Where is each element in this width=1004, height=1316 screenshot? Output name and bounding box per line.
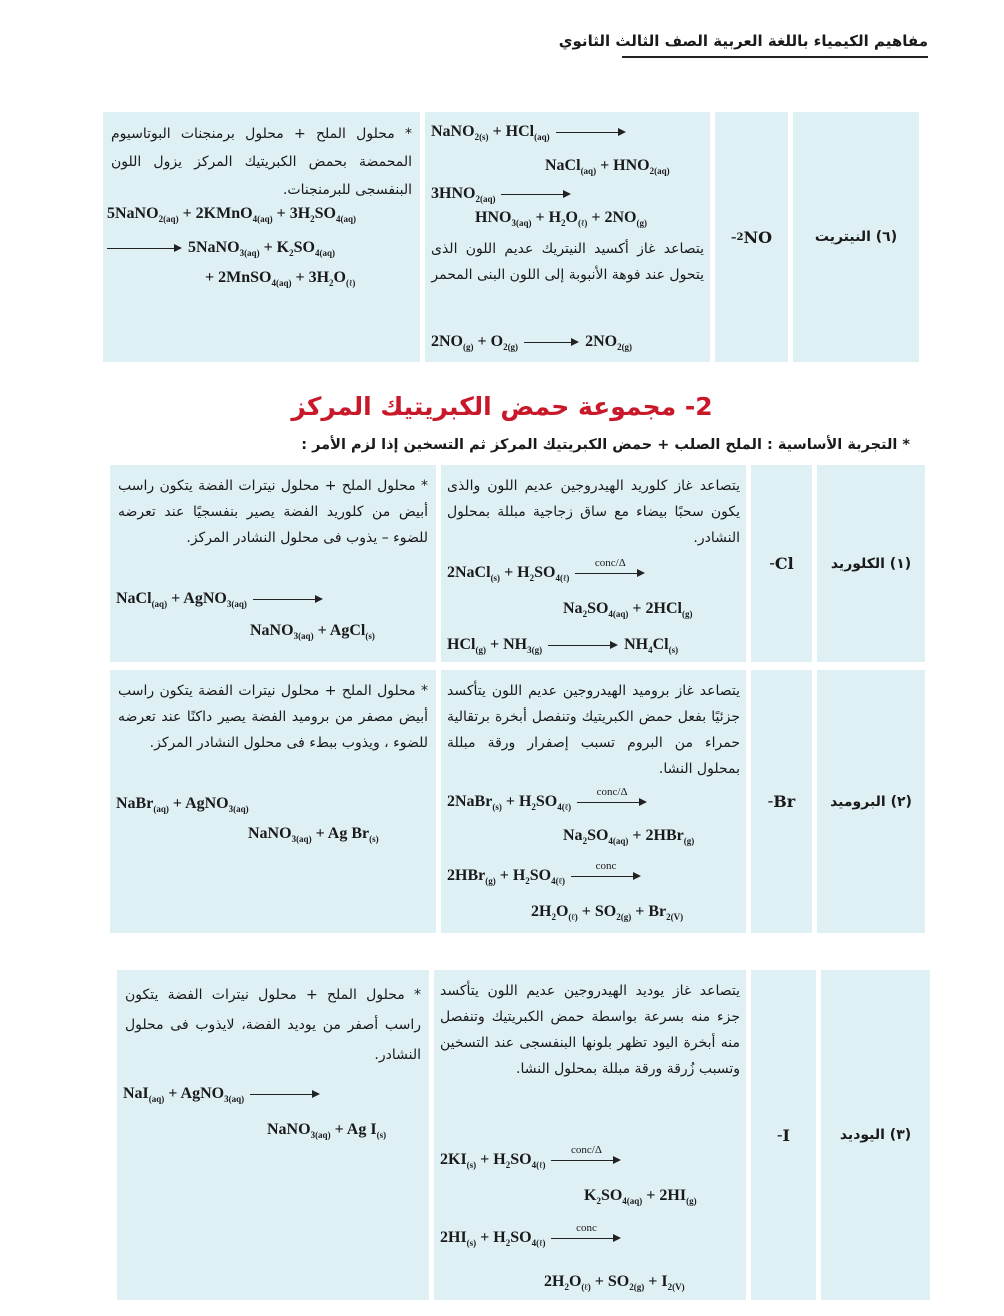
iodide-name: (٣) اليوديد xyxy=(821,970,930,1300)
eq-nitrite-2: NaCl$_{(aq)}$ + $HNO_{2(aq)}$ xyxy=(545,157,670,177)
chloride-ion: Cl – xyxy=(751,465,812,662)
nitrite-ion: NO 2 – xyxy=(715,112,788,362)
eq-bromide-1: 2NaBr$_{(s)}$ + $H_2SO_{4(\ell)}$ conc/Δ xyxy=(447,792,653,817)
cond-bromide-2: conc xyxy=(595,860,617,873)
eq-bromide-6: NaNO$_{3(aq)}$ + Ag $Br_{(s)}$ xyxy=(248,825,379,845)
chloride-confirm-cell xyxy=(110,465,436,662)
eq-nitrite-8: + 2MnSO$_{4(aq)}$ + $3H_2O_{(\ell)}$ xyxy=(205,269,356,289)
cond-iodide-1: conc/Δ xyxy=(571,1144,602,1157)
eq-nitrite-3: $3HNO_{2(aq)}$ xyxy=(431,184,577,209)
eq-chloride-3: $HCl_{(g)} + NH_{3(g)}$ $NH_4Cl_{(s)}$ xyxy=(447,636,679,656)
bromide-confirm: * محلول الملح + محلول نيترات الفضة يتكون راسب أبيض مصفر من بروميد الفضة يصير داكنًا عند تعرضه للضوء ، ويذوب ببطء فى محلول النشادر المركز. xyxy=(118,683,428,751)
eq-bromide-2: $Na_2SO_{4(aq)} + 2HBr_{(g)}$ xyxy=(563,827,695,847)
chloride-row xyxy=(110,465,925,662)
chloride-confirm: * محلول الملح + محلول نيترات الفضة يتكون راسب أبيض من كلوريد الفضة يصير بنفسجيًا عند تعرضه للضوء – يذوب فى محلول النشادر المركز. xyxy=(118,478,428,546)
chloride-observation: يتصاعد غاز كلوريد الهيدروجين عديم اللون والذى يكون سحبًا بيضاء مع ساق زجاجية مبللة بمحلول النشادر. xyxy=(447,478,740,546)
iodide-observation: يتصاعد غاز يوديد الهيدروجين عديم اللون يتأكسد جزء منه بسرعة بواسطة حمض الكبريتيك وتنفصل منه أبخرة اليود تظهر بلونها البنفسجى عند التسخين وتسبب زُرقة ورقة مبللة بمحلول النشا. xyxy=(440,983,740,1077)
nitrite-row xyxy=(103,112,919,362)
bromide-row xyxy=(110,670,925,933)
bromide-observation-cell xyxy=(441,670,746,933)
eq-bromide-3: $2HBr_{(g)} + H_2SO_{4(\ell)}$ conc xyxy=(447,866,647,891)
chloride-name: (١) الكلوريد xyxy=(817,465,925,662)
bromide-name: (٢) البروميد xyxy=(817,670,925,933)
page-header: مفاهيم الكيمياء باللغة العربية الصف الثالث الثانوي xyxy=(558,32,928,50)
bromide-confirm-cell xyxy=(110,670,436,933)
nitrite-observation: يتصاعد غاز أكسيد النيتريك عديم اللون الذى يتحول عند فوهة الأنبوبة إلى اللون البنى المحمر xyxy=(431,241,704,283)
eq-iodide-3: $2HI_{(s)} + H_2SO_{4(\ell)}$ conc xyxy=(440,1228,627,1253)
iodide-observation-cell xyxy=(434,970,746,1300)
iodide-ion: I – xyxy=(751,970,816,1300)
iodide-confirm: * محلول الملح + محلول نيترات الفضة يتكون راسب أصفر من يوديد الفضة، لايذوب فى محلول النشادر. xyxy=(125,987,421,1063)
chloride-observation-cell xyxy=(441,465,746,662)
eq-chloride-1: 2NaCl$_{(s)}$ + $H_2SO_{4(\ell)}$ conc/Δ xyxy=(447,563,651,588)
cond-bromide-1: conc/Δ xyxy=(596,786,628,799)
eq-chloride-4: NaCl$_{(aq)}$ + AgNO$_{3(aq)}$ xyxy=(116,589,329,614)
eq-iodide-4: $2H_2O_{(\ell)} + SO_{2(g)} + I_{2(V)}$ xyxy=(544,1273,685,1293)
eq-iodide-6: NaNO$_{3(aq)}$ + Ag $I_{(s)}$ xyxy=(267,1121,387,1141)
nitrite-confirm-cell xyxy=(103,112,420,362)
section-title: 2- مجموعة حمض الكبريتيك المركز xyxy=(291,392,713,421)
eq-chloride-5: NaNO$_{3(aq)}$ + AgCl$_{(s)}$ xyxy=(250,622,375,642)
eq-nitrite-6: 5NaNO$_{2(aq)}$ + 2KMnO$_{4(aq)}$ + $3H_2SO_{4(aq)}$ xyxy=(107,205,356,225)
header-divider xyxy=(622,56,928,58)
eq-bromide-5: NaBr$_{(aq)}$ + AgNO$_{3(aq)}$ xyxy=(116,795,249,815)
eq-iodide-2: $K_2SO_{4(aq)} + 2HI_{(g)}$ xyxy=(584,1187,697,1207)
eq-chloride-2: $Na_2SO_{4(aq)} + 2HCl_{(g)}$ xyxy=(563,600,693,620)
basic-test-line: * التجربة الأساسية : الملح الصلب + حمض الكبريتيك المركز ثم التسخين إذا لزم الأمر : xyxy=(301,437,910,453)
nitrite-name: (٦) النيتريت xyxy=(793,112,919,362)
eq-nitrite-1: NaNO$_{2(s)}$ + HCl$_{(aq)}$ xyxy=(431,122,632,147)
nitrite-confirm: * محلول الملح + محلول برمنجنات البوتاسيوم المحمضة بحمض الكبريتيك المركز يزول اللون البنفسجى للبرمنجنات. xyxy=(111,126,412,198)
eq-nitrite-4: $HNO_{3(aq)} + H_2O_{(\ell)} + 2NO_{(g)}$ xyxy=(475,209,647,229)
bromide-ion: Br – xyxy=(751,670,812,933)
iodide-row xyxy=(117,970,930,1300)
bromide-observation: يتصاعد غاز بروميد الهيدروجين عديم اللون يتأكسد جزئيًا بفعل حمض الكبريتيك وتنفصل أبخرة برتقالية حمراء من البروم تسبب إصفرار ورقة مبللة بمحلول النشا. xyxy=(447,683,740,777)
iodide-confirm-cell xyxy=(117,970,429,1300)
cond-chloride: conc/Δ xyxy=(594,557,626,570)
eq-nitrite-7: 5NaNO$_{3(aq)}$ + $K_2SO_{4(aq)}$ xyxy=(107,238,335,263)
eq-bromide-4: $2H_2O_{(\ell)} + SO_{2(g)} + Br_{2(V)}$ xyxy=(531,903,684,923)
cond-iodide-2: conc xyxy=(576,1222,597,1235)
eq-iodide-5: NaI$_{(aq)}$ + AgNO$_{3(aq)}$ xyxy=(123,1084,326,1109)
eq-nitrite-5: $2NO_{(g)} + O_{2(g)}$ $2NO_{2(g)}$ xyxy=(431,333,633,353)
eq-iodide-1: $2KI_{(s)} + H_2SO_{4(\ell)}$ conc/Δ xyxy=(440,1150,627,1175)
nitrite-observation-cell xyxy=(425,112,710,362)
